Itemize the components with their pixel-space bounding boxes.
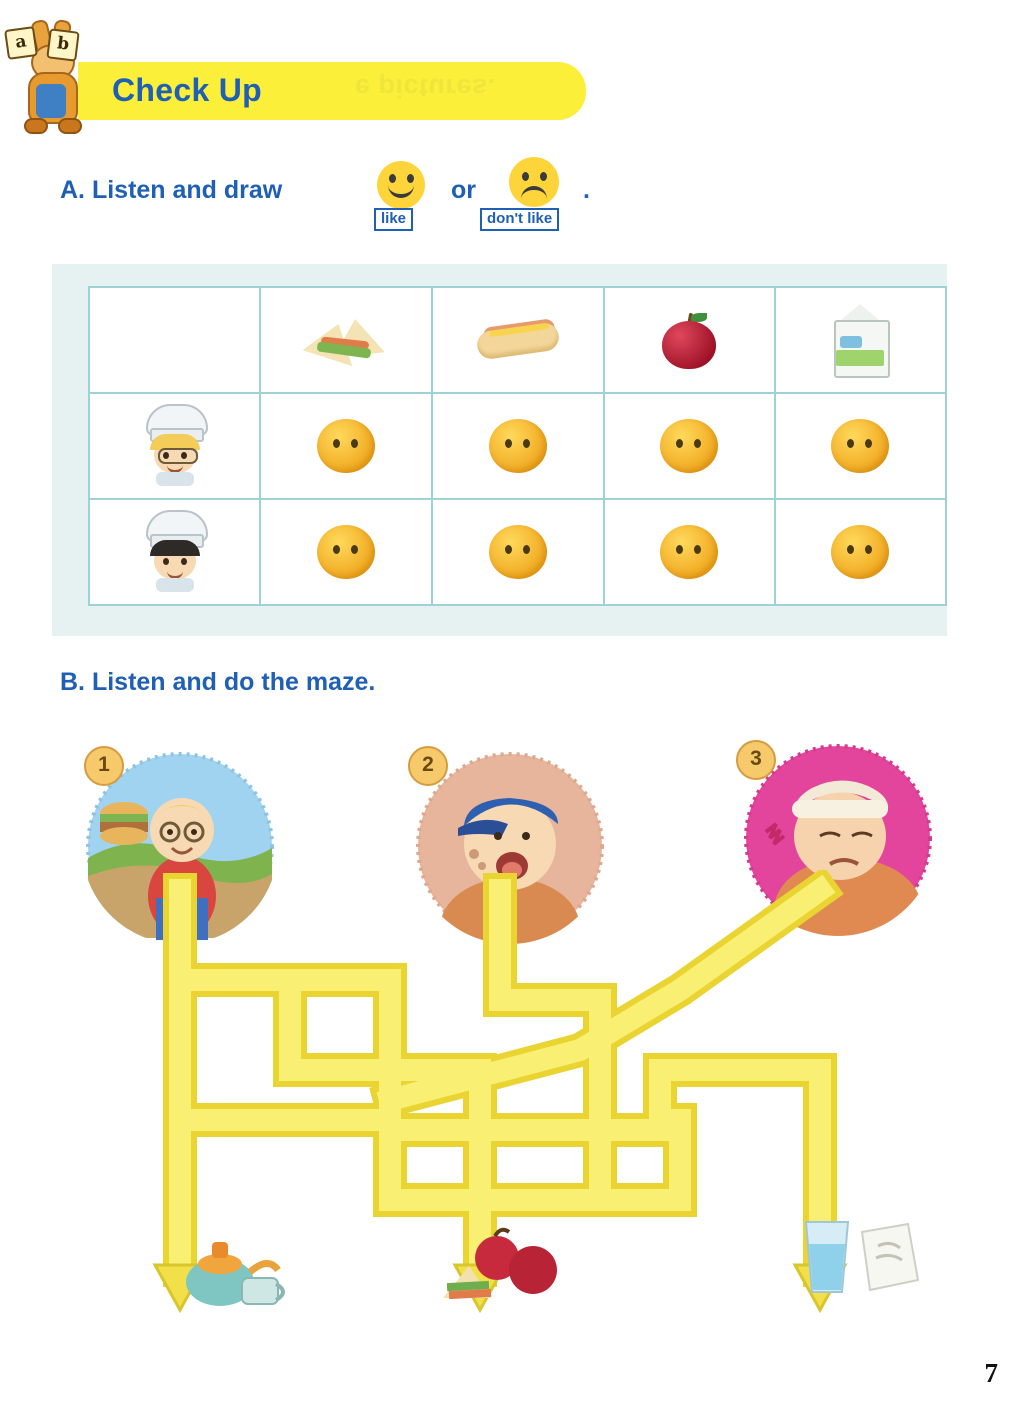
period-mark: . xyxy=(583,176,590,204)
rabbit-overalls xyxy=(36,84,66,118)
table-cell-answer[interactable] xyxy=(432,393,604,499)
maze-area xyxy=(60,720,960,1340)
ghost-reverse-text: e pictures. xyxy=(355,73,496,103)
table-cell-hotdog-icon xyxy=(432,287,604,393)
letter-tile-b-icon: b xyxy=(46,28,79,61)
answer-picture-teapot xyxy=(170,1220,300,1315)
section-b-instruction: B. Listen and do the maze. xyxy=(60,668,376,696)
table-cell-row-header-boy xyxy=(89,393,260,499)
smiley-face-icon xyxy=(489,525,547,579)
milk-carton-icon xyxy=(826,302,894,378)
table-cell-row-header-girl xyxy=(89,499,260,605)
table-cell-answer[interactable] xyxy=(260,499,431,605)
smiley-face-icon xyxy=(377,161,425,209)
like-tag: like xyxy=(374,208,413,231)
smiley-face-icon xyxy=(317,525,375,579)
table-cell-answer[interactable] xyxy=(775,499,946,605)
table-row-header xyxy=(89,287,946,393)
apple-icon xyxy=(658,309,720,371)
maze-number-1: 1 xyxy=(84,746,124,786)
girl-chef-icon xyxy=(136,510,214,594)
page-title: Check Up xyxy=(112,72,262,108)
dont-like-tag: don't like xyxy=(480,208,559,231)
table-cell-sandwich-icon xyxy=(260,287,431,393)
likes-chart-table xyxy=(88,286,947,606)
table-cell-answer[interactable] xyxy=(432,499,604,605)
answer-picture-water-tissue xyxy=(790,1210,930,1310)
smiley-face-icon xyxy=(831,419,889,473)
table-cell-answer[interactable] xyxy=(604,393,775,499)
letter-tile-a-icon: a xyxy=(4,26,38,60)
table-cell-milk-icon xyxy=(775,287,946,393)
rabbit-foot-right xyxy=(58,118,82,134)
rabbit-foot-left xyxy=(24,118,48,134)
page-header xyxy=(0,0,1024,150)
smiley-face-icon xyxy=(660,525,718,579)
table-cell-answer[interactable] xyxy=(260,393,431,499)
section-a-instruction: A. Listen and draw xyxy=(60,176,283,204)
boy-chef-icon xyxy=(136,404,214,488)
hotdog-icon xyxy=(473,315,563,365)
maze-number-3: 3 xyxy=(736,740,776,780)
or-label: or xyxy=(451,176,476,204)
table-cell-apple-icon xyxy=(604,287,775,393)
table-cell-answer[interactable] xyxy=(775,393,946,499)
smiley-face-icon xyxy=(317,419,375,473)
table-cell-answer[interactable] xyxy=(604,499,775,605)
smiley-face-icon xyxy=(660,419,718,473)
section-a-heading xyxy=(60,168,760,228)
table-row xyxy=(89,499,946,605)
table-cell-corner-empty xyxy=(89,287,260,393)
table-row xyxy=(89,393,946,499)
smiley-face-icon xyxy=(489,419,547,473)
page-number: 7 xyxy=(984,1358,998,1388)
answer-picture-sandwich-apples xyxy=(435,1220,585,1315)
section-a-table-panel xyxy=(52,264,947,636)
maze-number-2: 2 xyxy=(408,746,448,786)
sad-face-icon xyxy=(509,157,559,207)
smiley-face-icon xyxy=(831,525,889,579)
sandwich-icon xyxy=(307,315,385,365)
